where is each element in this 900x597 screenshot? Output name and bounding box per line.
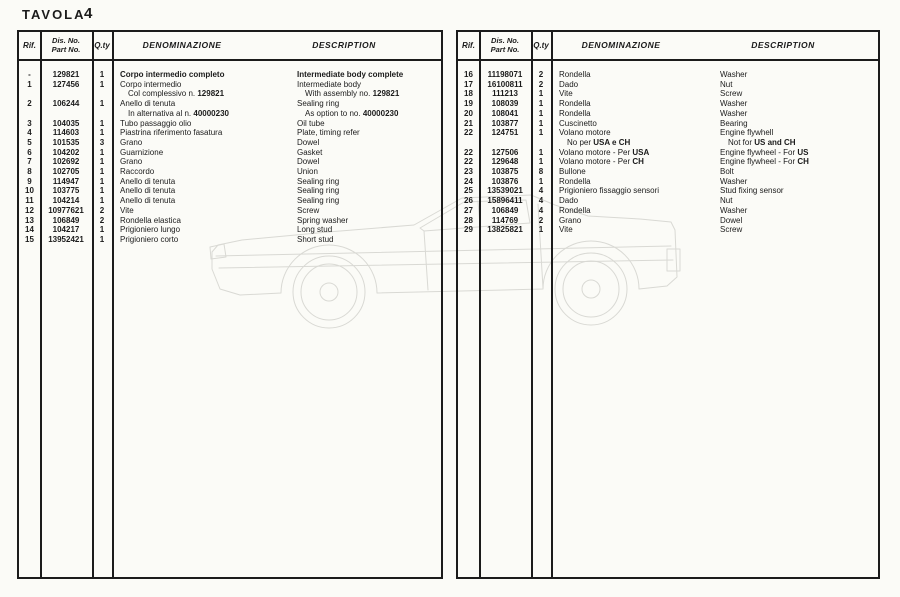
part-number-cell: 114603 [52, 128, 80, 138]
rif-cell: 17 [464, 79, 473, 89]
parts-row [19, 216, 441, 226]
rif-cell: - [28, 70, 31, 79]
description-cell: Intermediate body complete [297, 70, 404, 79]
parts-row [458, 225, 878, 235]
rif-cell: 4 [27, 128, 32, 138]
part-number-cell: 102692 [52, 157, 80, 167]
qty-cell: 3 [99, 137, 105, 147]
parts-row [458, 177, 878, 187]
rif-cell: 8 [27, 167, 32, 176]
denominazione-cell: Dado [559, 79, 579, 89]
description-cell: Sealing ring [297, 99, 340, 109]
part-number-cell: 11198071 [487, 70, 523, 79]
description-cell: Nut [720, 79, 733, 89]
parts-row [458, 70, 878, 80]
description-cell: Not for US and CH [728, 137, 796, 147]
part-number-cell: 127506 [491, 147, 519, 157]
description-cell: Short stud [297, 234, 334, 244]
denominazione-cell: Col complessivo n. 129821 [128, 89, 225, 99]
page-title: TAVOLA [22, 7, 86, 22]
rif-cell: 6 [27, 147, 32, 157]
denominazione-cell: Rondella [559, 99, 591, 109]
denominazione-cell: Cuscinetto [559, 118, 597, 128]
qty-cell: 1 [99, 128, 105, 138]
parts-row [19, 157, 441, 167]
qty-cell: 1 [99, 225, 105, 235]
denominazione-cell: Anello di tenuta [120, 176, 176, 186]
part-number-cell: 101535 [52, 137, 80, 147]
part-number-cell: 108041 [491, 108, 519, 118]
header-rif: Rif. [462, 41, 475, 50]
rif-cell: 22 [464, 147, 473, 157]
description-cell: Intermediate body [297, 79, 362, 89]
rif-cell: 14 [25, 225, 34, 235]
description-cell: Bolt [720, 167, 734, 176]
qty-cell: 1 [99, 167, 105, 176]
part-number-cell: 114769 [491, 215, 519, 225]
header-part-no: Dis. No. Part No. [51, 36, 81, 54]
parts-row [458, 128, 878, 138]
denominazione-cell: Vite [120, 205, 134, 215]
parts-row [19, 148, 441, 158]
denominazione-cell: Corpo intermedio [120, 79, 182, 89]
part-number-cell: 106244 [52, 99, 80, 109]
part-number-cell: 104217 [52, 225, 80, 235]
part-number-cell: 103775 [52, 186, 80, 196]
description-cell: With assembly no. 129821 [305, 89, 400, 99]
denominazione-cell: Guarnizione [120, 147, 164, 157]
denominazione-cell: Bullone [559, 167, 586, 176]
description-cell: Stud fixing sensor [720, 186, 784, 196]
parts-row [19, 225, 441, 235]
description-cell: Screw [297, 205, 320, 215]
rif-cell: 20 [464, 108, 473, 118]
description-cell: Screw [720, 89, 743, 99]
parts-row [458, 186, 878, 196]
parts-row [19, 196, 441, 206]
rif-cell: 13 [25, 215, 34, 225]
rif-cell: 16 [464, 70, 473, 79]
qty-cell: 1 [99, 99, 105, 109]
rif-cell: 7 [27, 157, 32, 167]
qty-cell: 1 [99, 118, 105, 128]
denominazione-cell: Anello di tenuta [120, 186, 176, 196]
parts-row [458, 89, 878, 99]
parts-row [19, 138, 441, 148]
denominazione-cell: Rondella elastica [120, 215, 181, 225]
header-rif: Rif. [23, 41, 36, 50]
denominazione-cell: Grano [120, 137, 143, 147]
parts-row [458, 109, 878, 119]
parts-row [19, 177, 441, 187]
parts-table-right [456, 30, 880, 579]
description-cell: Nut [720, 196, 733, 206]
part-number-cell: 102705 [52, 167, 80, 176]
qty-cell: 1 [538, 128, 544, 138]
qty-cell: 1 [538, 99, 544, 109]
description-cell: Oil tube [297, 118, 325, 128]
qty-cell: 1 [538, 176, 544, 186]
rif-cell: 25 [464, 186, 473, 196]
description-cell: Bearing [720, 118, 748, 128]
denominazione-cell: Prigioniero lungo [120, 225, 181, 235]
part-number-cell: 124751 [491, 128, 519, 138]
parts-row [458, 157, 878, 167]
page-title-number: 4 [84, 5, 93, 22]
denominazione-cell: Corpo intermedio completo [120, 70, 225, 79]
parts-row [19, 128, 441, 138]
description-cell: Washer [720, 70, 748, 79]
part-number-cell: 104035 [52, 118, 80, 128]
qty-cell: 4 [538, 186, 544, 196]
denominazione-cell: Rondella [559, 205, 591, 215]
part-number-cell: 106849 [491, 205, 519, 215]
description-cell: Plate, timing refer [297, 128, 360, 138]
description-cell: Spring washer [297, 215, 349, 225]
description-cell: Gasket [297, 147, 323, 157]
header-denominazione: DENOMINAZIONE [581, 40, 661, 50]
header-qty: Q.ty [533, 41, 549, 50]
header-denominazione: DENOMINAZIONE [142, 40, 222, 50]
header-part-no: Dis. No. Part No. [490, 36, 520, 54]
parts-row [458, 80, 878, 90]
parts-table-left [17, 30, 443, 579]
part-number-cell: 16100811 [487, 79, 523, 89]
part-number-cell: 10977621 [48, 205, 84, 215]
qty-cell: 1 [99, 157, 105, 167]
rif-cell: 24 [464, 176, 473, 186]
table-header [19, 32, 441, 61]
part-number-cell: 111213 [492, 89, 518, 99]
header-description: DESCRIPTION [312, 40, 376, 50]
parts-row [458, 148, 878, 158]
rif-cell: 29 [464, 225, 473, 235]
rif-cell: 15 [25, 234, 34, 244]
rif-cell: 5 [27, 137, 32, 147]
qty-cell: 1 [99, 176, 105, 186]
denominazione-cell: Dado [559, 196, 579, 206]
qty-cell: 1 [538, 118, 544, 128]
parts-row-note [458, 138, 878, 148]
description-cell: Union [297, 167, 318, 176]
part-number-cell: 127456 [52, 79, 80, 89]
description-cell: Washer [720, 99, 748, 109]
description-cell: Dowel [297, 137, 320, 147]
description-cell: Engine flywheel - For CH [720, 157, 809, 167]
part-number-cell: 104202 [52, 147, 80, 157]
denominazione-cell: Anello di tenuta [120, 196, 176, 206]
parts-row [458, 99, 878, 109]
qty-cell: 1 [538, 89, 544, 99]
qty-cell: 1 [99, 147, 105, 157]
denominazione-cell: Rondella [559, 108, 591, 118]
part-number-cell: 103876 [491, 176, 519, 186]
denominazione-cell: Tubo passaggio olio [120, 118, 192, 128]
denominazione-cell: Volano motore [559, 128, 611, 138]
denominazione-cell: Rondella [559, 176, 591, 186]
description-cell: Engine flywheel - For US [720, 147, 809, 157]
part-number-cell: 103877 [491, 118, 519, 128]
qty-cell: 4 [538, 205, 544, 215]
rif-cell: 26 [464, 196, 473, 206]
parts-row [19, 186, 441, 196]
rif-cell: 21 [464, 118, 473, 128]
table-header [458, 32, 878, 61]
description-cell: Engine flywhell [720, 128, 774, 138]
parts-row [19, 167, 441, 177]
rif-cell: 19 [464, 99, 473, 109]
parts-row [19, 119, 441, 129]
rif-cell: 22 [464, 128, 473, 138]
qty-cell: 8 [538, 167, 544, 176]
part-number-cell: 13539021 [487, 186, 523, 196]
description-cell: Washer [720, 176, 748, 186]
denominazione-cell: Anello di tenuta [120, 99, 176, 109]
description-cell: Washer [720, 108, 748, 118]
denominazione-cell: No per USA e CH [567, 137, 631, 147]
part-number-cell: 108039 [491, 99, 519, 109]
qty-cell: 2 [538, 70, 544, 79]
parts-row [458, 119, 878, 129]
parts-row-note [19, 89, 441, 99]
denominazione-cell: Volano motore - Per CH [559, 157, 644, 167]
denominazione-cell: Grano [559, 215, 582, 225]
denominazione-cell: Piastrina riferimento fasatura [120, 128, 223, 138]
parts-row [458, 216, 878, 226]
rif-cell: 3 [27, 118, 32, 128]
denominazione-cell: Raccordo [120, 167, 155, 176]
part-number-cell: 13825821 [487, 225, 523, 235]
description-cell: Sealing ring [297, 186, 340, 196]
description-cell: Sealing ring [297, 196, 340, 206]
description-cell: As option to no. 40000230 [305, 108, 399, 118]
part-number-cell: 103875 [491, 167, 519, 176]
rif-cell: 11 [25, 196, 34, 206]
parts-row [458, 206, 878, 216]
qty-cell: 1 [99, 196, 105, 206]
qty-cell: 1 [538, 108, 544, 118]
denominazione-cell: Prigioniero fissaggio sensori [559, 186, 660, 196]
qty-cell: 1 [538, 147, 544, 157]
part-number-cell: 114947 [52, 176, 80, 186]
qty-cell: 1 [99, 186, 105, 196]
description-cell: Sealing ring [297, 176, 340, 186]
rif-cell: 1 [27, 79, 32, 89]
rif-cell: 23 [464, 167, 473, 176]
rif-cell: 2 [27, 99, 32, 109]
qty-cell: 1 [538, 225, 544, 235]
qty-cell: 2 [99, 205, 105, 215]
qty-cell: 4 [538, 196, 544, 206]
rif-cell: 10 [25, 186, 34, 196]
part-number-cell: 13952421 [48, 234, 84, 244]
denominazione-cell: Rondella [559, 70, 591, 79]
part-number-cell: 104214 [52, 196, 80, 206]
rif-cell: 12 [25, 205, 34, 215]
denominazione-cell: Vite [559, 225, 573, 235]
qty-cell: 1 [99, 79, 105, 89]
qty-cell: 2 [538, 215, 544, 225]
denominazione-cell: Volano motore - Per USA [559, 147, 650, 157]
parts-row [458, 167, 878, 177]
qty-cell: 2 [99, 215, 105, 225]
rif-cell: 22 [464, 157, 473, 167]
parts-row [19, 70, 441, 80]
rif-cell: 18 [464, 89, 473, 99]
qty-cell: 1 [538, 157, 544, 167]
header-qty: Q.ty [94, 41, 110, 50]
description-cell: Washer [720, 205, 748, 215]
qty-cell: 1 [99, 234, 105, 244]
rif-cell: 28 [464, 215, 473, 225]
description-cell: Long stud [297, 225, 333, 235]
qty-cell: 1 [99, 70, 105, 79]
parts-row [19, 99, 441, 109]
header-description: DESCRIPTION [751, 40, 815, 50]
part-number-cell: 15896411 [487, 196, 523, 206]
parts-row [19, 206, 441, 216]
denominazione-cell: Prigioniero corto [120, 234, 179, 244]
rif-cell: 27 [464, 205, 473, 215]
part-number-cell: 106849 [52, 215, 80, 225]
parts-row [458, 196, 878, 206]
description-cell: Dowel [297, 157, 320, 167]
qty-cell: 2 [538, 79, 544, 89]
part-number-cell: 129821 [52, 70, 80, 79]
denominazione-cell: Vite [559, 89, 573, 99]
rif-cell: 9 [27, 176, 32, 186]
parts-row [19, 235, 441, 245]
denominazione-cell: Grano [120, 157, 143, 167]
description-cell: Dowel [720, 215, 743, 225]
denominazione-cell: In alternativa al n. 40000230 [128, 108, 229, 118]
part-number-cell: 129648 [491, 157, 519, 167]
description-cell: Screw [720, 225, 743, 235]
parts-row-note [19, 109, 441, 119]
parts-row [19, 80, 441, 90]
